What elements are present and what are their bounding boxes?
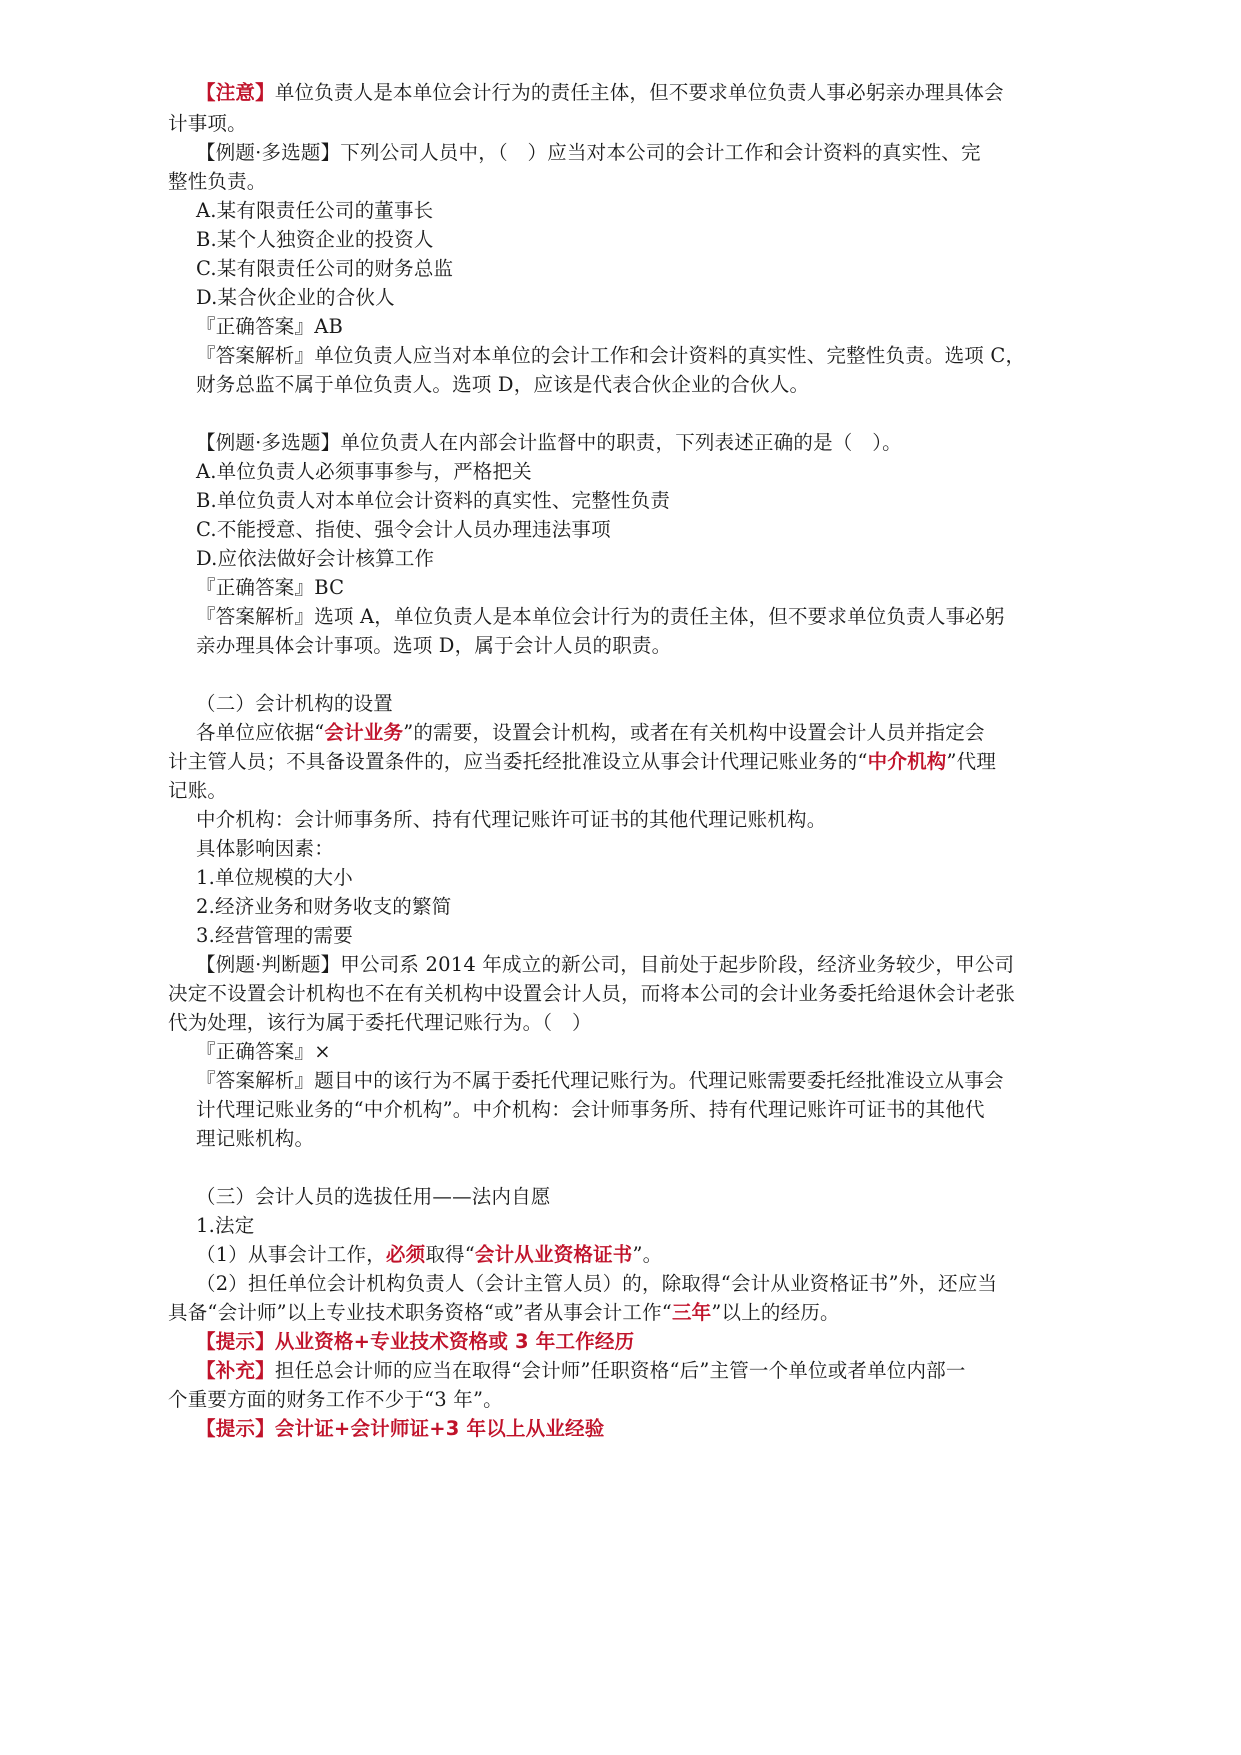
q3-explanation-cont: 理记账机构。 (196, 1127, 315, 1150)
q2-answer: 『正确答案』BC (196, 576, 345, 599)
q3-answer: 『正确答案』× (196, 1040, 331, 1063)
rule-2: （2）担任单位会计机构负责人（会计主管人员）的，除取得“会计从业资格证书”外，还应当 (196, 1272, 998, 1295)
tip-tag: 【提示】 (196, 1417, 275, 1440)
question-1-stem-cont: 整性负责。 (168, 170, 267, 193)
q2-option-b: B.单位负责人对本单位会计资料的真实性、完整性负责 (196, 489, 671, 512)
text-line: 计事项。 (168, 112, 247, 135)
q2-explanation-cont: 亲办理具体会计事项。选项 D，属于会计人员的职责。 (196, 634, 672, 657)
paragraph-line: 各单位应依据“会计业务”的需要，设置会计机构，或者在有关机构中设置会计人员并指定会 (196, 721, 985, 744)
supplement-cont: 个重要方面的财务工作不少于“3 年”。 (168, 1388, 503, 1411)
q3-explanation: 『答案解析』题目中的该行为不属于委托代理记账行为。代理记账需要委托经批准设立从事会 (196, 1069, 1004, 1092)
note-text: 单位负责人是本单位会计行为的责任主体，但不要求单位负责人事必躬亲办理具体会 (274, 81, 1004, 104)
question-3-stem-cont: 代为处理，该行为属于委托代理记账行为。（ ） (168, 1011, 592, 1034)
question-1-stem: 【例题·多选题】下列公司人员中，（ ）应当对本公司的会计工作和会计资料的真实性、完 (196, 141, 981, 164)
tip-text: 从业资格+专业技术资格或 3 年工作经历 (274, 1330, 635, 1353)
rule-2-cont: 具备“会计师”以上专业技术职务资格“或”者从事会计工作“三年”以上的经历。 (168, 1301, 840, 1324)
supplement-line (196, 1356, 966, 1386)
question-3-stem-cont: 决定不设置会计机构也不在有关机构中设置会计人员，而将本公司的会计业务委托给退休会计老张 (168, 982, 1016, 1005)
definition-line: 中介机构：会计师事务所、持有代理记账许可证书的其他代理记账机构。 (196, 808, 827, 831)
question-2-stem: 【例题·多选题】单位负责人在内部会计监督中的职责，下列表述正确的是（ ）。 (196, 431, 902, 454)
q2-option-d: D.应依法做好会计核算工作 (196, 547, 435, 570)
factor-3: 3.经营管理的需要 (196, 924, 353, 947)
highlight-must: 必须 (385, 1243, 426, 1266)
tip-2 (196, 1414, 604, 1444)
section-heading-2: （二）会计机构的设置 (196, 692, 394, 715)
factor-2: 2.经济业务和财务收支的繁简 (196, 895, 452, 918)
paragraph-line: 计主管人员；不具备设置条件的，应当委托经批准设立从事会计代理记账业务的“中介机构”代理 (168, 750, 997, 773)
factors-heading: 具体影响因素： (196, 837, 334, 860)
note-line (196, 78, 1004, 108)
q1-explanation-cont: 财务总监不属于单位负责人。选项 D，应该是代表合伙企业的合伙人。 (196, 373, 810, 396)
q2-option-a: A.单位负责人必须事事参与，严格把关 (196, 460, 532, 483)
q1-option-a: A.某有限责任公司的董事长 (196, 199, 434, 222)
highlight-accounting-business: 会计业务 (324, 721, 404, 744)
q1-option-b: B.某个人独资企业的投资人 (196, 228, 434, 251)
highlight-intermediary: 中介机构 (867, 750, 947, 773)
section-heading-3: （三）会计人员的选拔任用——法内自愿 (196, 1185, 551, 1208)
supplement-tag: 【补充】 (196, 1359, 275, 1382)
subheading-legal: 1.法定 (196, 1214, 255, 1237)
q2-explanation: 『答案解析』选项 A，单位负责人是本单位会计行为的责任主体，但不要求单位负责人事必躬 (196, 605, 1005, 628)
factor-1: 1.单位规模的大小 (196, 866, 353, 889)
q3-explanation-cont: 计代理记账业务的“中介机构”。中介机构：会计师事务所、持有代理记账许可证书的其他代 (196, 1098, 985, 1121)
q1-option-d: D.某合伙企业的合伙人 (196, 286, 395, 309)
question-3-stem: 【例题·判断题】甲公司系 2014 年成立的新公司，目前处于起步阶段，经济业务较少，甲公司 (196, 953, 1015, 976)
tip-tag: 【提示】 (196, 1330, 275, 1353)
q2-option-c: C.不能授意、指使、强令会计人员办理违法事项 (196, 518, 611, 541)
q1-explanation: 『答案解析』单位负责人应当对本单位的会计工作和会计资料的真实性、完整性负责。选项 C， (196, 344, 1026, 367)
rule-1: （1）从事会计工作，必须取得“会计从业资格证书”。 (196, 1243, 663, 1266)
q1-answer: 『正确答案』AB (196, 315, 344, 338)
paragraph-line: 记账。 (168, 779, 228, 802)
supplement-text: 担任总会计师的应当在取得“会计师”任职资格“后”主管一个单位或者单位内部一 (274, 1359, 966, 1382)
highlight-three-years: 三年 (671, 1301, 712, 1324)
tip-text: 会计证+会计师证+3 年以上从业经验 (274, 1417, 605, 1440)
note-tag: 【注意】 (196, 81, 275, 104)
highlight-certificate: 会计从业资格证书 (474, 1243, 633, 1266)
tip-1 (196, 1327, 634, 1357)
q1-option-c: C.某有限责任公司的财务总监 (196, 257, 454, 280)
